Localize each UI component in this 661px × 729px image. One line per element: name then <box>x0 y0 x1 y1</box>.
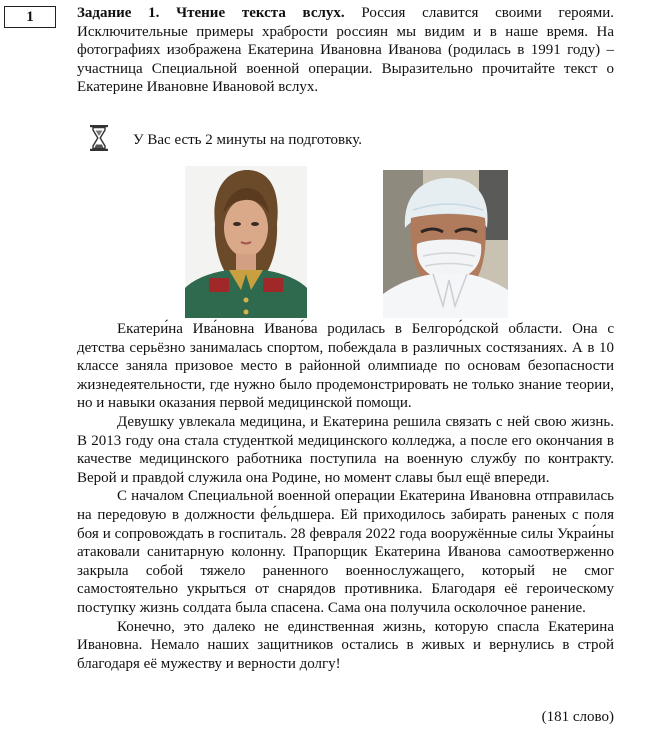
preparation-note <box>88 124 548 154</box>
paragraph: С началом Специальной военной операции Екатерина Ивановна отправилась на передовую в должности фе́льдшера. Ей приходилось забирать раненых с поля боя и сопровождать в госпиталь. 28 февраля 2022 года вооружённые силы Украи́ны атаковали санитарную колонну. Прапорщик Екатерина Иванова самоотверженно закрыла собой тяжело раненного военнослужащего, который не смог самостоятельно укрыться от снарядов противника. Благодаря её героическому поступку жизнь солдата была спасена. Сама она получила осколочное ранение. <box>77 488 614 616</box>
task-intro <box>77 4 614 97</box>
photo-medical-portrait <box>383 170 508 318</box>
task-header <box>77 4 614 97</box>
main-text <box>77 320 614 673</box>
preparation-time-text: У Вас есть 2 минуты на подготовку. <box>133 132 362 148</box>
task-intro-text: Россия славится своими героями. Исключительные примеры храбрости россиян мы видим и в наше время. На фотографиях изображена Екатерина Ивановна Иванова (родилась в 1991 году) – участница Специальной военной операции. Выразительно прочитайте текст о Екатерине Ивановне Ивановой вслух. <box>77 5 614 96</box>
paragraph: Екатери́на Ива́новна Ивано́ва родилась в Белгоро́дской области. Она с детства серьёзно занималась спортом, побеждала в различных состязаниях. А в 10 классе заняла призовое место в районной олимпиаде по основам безопасности жизнедеятельности, где нужно было продемонстрировать не только знание теории, но и навыки оказания первой медицинской помощи. <box>77 321 614 412</box>
paragraph: Конечно, это далеко не единственная жизнь, которую спасла Екатерина Ивановна. Немало наших защитников остались в живых и вернулись в строй благодаря её мужеству и верности долгу! <box>77 618 614 672</box>
hourglass-icon <box>88 124 110 152</box>
paragraph: Девушку увлекала медицина, и Екатерина решила связать с ней свою жизнь. В 2013 году она стала студенткой медицинского колледжа, а после его окончания в качестве медицинского работника поступила на военную службу по контракту. Верой и правдой служила она Родине, но момент славы был ещё впереди. <box>77 413 614 486</box>
task-number-box: 1 <box>4 6 56 28</box>
task-title: Задание 1. Чтение текста вслух. <box>77 5 345 21</box>
word-count: (181 слово) <box>541 709 614 725</box>
photo-uniform-portrait <box>185 166 307 318</box>
